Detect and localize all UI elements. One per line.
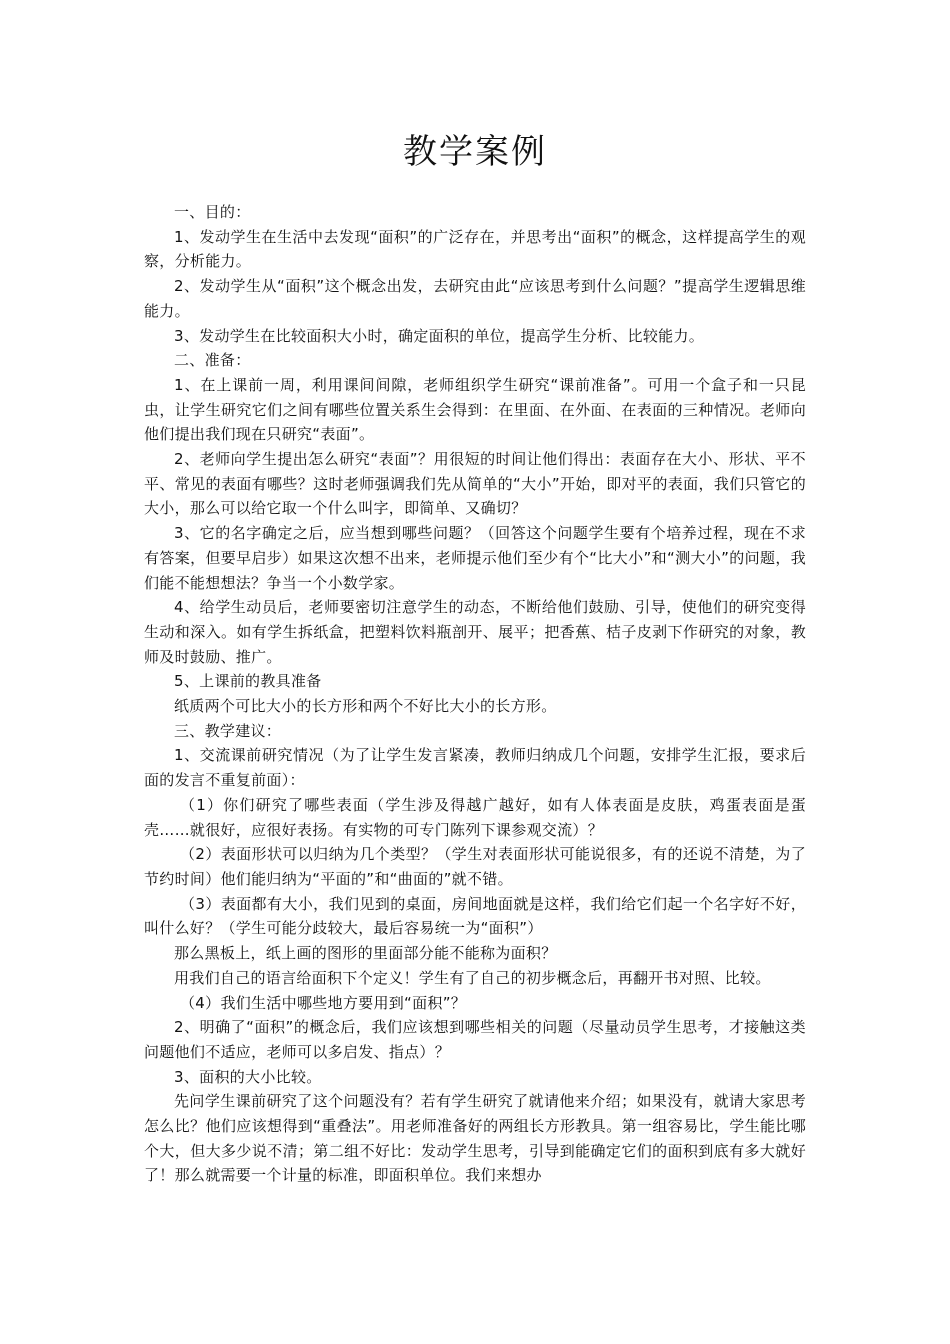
paragraph: （1）你们研究了哪些表面（学生涉及得越广越好，如有人体表面是皮肤，鸡蛋表面是蛋壳……就很好，应很好表扬。有实物的可专门陈列下课参观交流）？ [144,795,806,839]
paragraph: 那么黑板上，纸上画的图形的里面部分能不能称为面积？ [174,944,557,963]
paragraph: 3、面积的大小比较。 [174,1067,322,1086]
paragraph: （4）我们生活中哪些地方要用到“面积”？ [180,993,467,1012]
paragraph: 二、准备： [174,351,251,370]
paragraph: 2、老师向学生提出怎么研究“表面”？用很短的时间让他们得出：表面存在大小、形状、平不平、常见的表面有哪些？这时老师强调我们先从简单的“大小”开始，即对平的表面，我们只管它的大小，那么可以给它取一个什么叫字，即简单、又确切？ [144,450,806,518]
document-title: 教学案例 [403,132,547,172]
paragraph: 3、它的名字确定之后，应当想到哪些问题？（回答这个问题学生要有个培养过程，现在不求有答案，但要早启步）如果这次想不出来，老师提示他们至少有个“比大小”和“测大小”的问题，我们能不能想想法？争当一个小数学家。 [144,524,806,592]
paragraph: 5、上课前的教具准备 [174,672,322,691]
paragraph: 1、交流课前研究情况（为了让学生发言紧凑，教师归纳成几个问题，安排学生汇报，要求后面的发言不重复前面）： [144,746,806,790]
paragraph: 三、教学建议： [174,721,282,740]
paragraph: 2、发动学生从“面积”这个概念出发，去研究由此“应该思考到什么问题？”提高学生逻辑思维能力。 [144,277,806,320]
paragraph: 1、发动学生在生活中去发现“面积”的广泛存在，并思考出“面积”的概念，这样提高学生的观察，分析能力。 [144,227,806,271]
paragraph: 2、明确了“面积”的概念后，我们应该想到哪些相关的问题（尽量动员学生思考，才接触这类问题他们不适应，老师可以多启发、指点）？ [144,1018,806,1061]
paragraph: （2）表面形状可以归纳为几个类型？（学生对表面形状可能说很多，有的还说不清楚，为了节约时间）他们能归纳为“平面的”和“曲面的”就不错。 [144,845,806,888]
paragraph: 先问学生课前研究了这个问题没有？若有学生研究了就请他来介绍；如果没有，就请大家思考怎么比？他们应该想得到“重叠法”。用老师准备好的两组长方形教具。第一组容易比，学生能比哪个大，但大多少说不清；第二组不好比：发动学生思考，引导到能确定它们的面积到底有多大就好了！那么就需要一个计量的标准，即面积单位。我们来想办 [144,1092,806,1185]
paragraph: 1、在上课前一周，利用课间间隙，老师组织学生研究“课前准备”。可用一个盒子和一只昆虫，让学生研究它们之间有哪些位置关系生会得到：在里面、在外面、在表面的三种情况。老师向他们提出我们现在只研究“表面”。 [144,375,806,444]
paragraph: 3、发动学生在比较面积大小时，确定面积的单位，提高学生分析、比较能力。 [174,326,705,345]
paragraph: 4、给学生动员后，老师要密切注意学生的动态，不断给他们鼓励、引导，使他们的研究变得生动和深入。如有学生拆纸盒，把塑料饮料瓶剖开、展平；把香蕉、桔子皮剥下作研究的对象，教师及时鼓励、推广。 [144,598,806,666]
paragraph: 纸质两个可比大小的长方形和两个不好比大小的长方形。 [174,697,557,716]
paragraph: 一、目的： [174,203,251,221]
document-body [144,200,806,1188]
paragraph: （3）表面都有大小，我们见到的桌面，房间地面就是这样，我们给它们起一个名字好不好，叫什么好？（学生可能分歧较大，最后容易统一为“面积”） [144,894,806,938]
paragraph: 用我们自己的语言给面积下个定义！学生有了自己的初步概念后，再翻开书对照、比较。 [174,968,771,987]
